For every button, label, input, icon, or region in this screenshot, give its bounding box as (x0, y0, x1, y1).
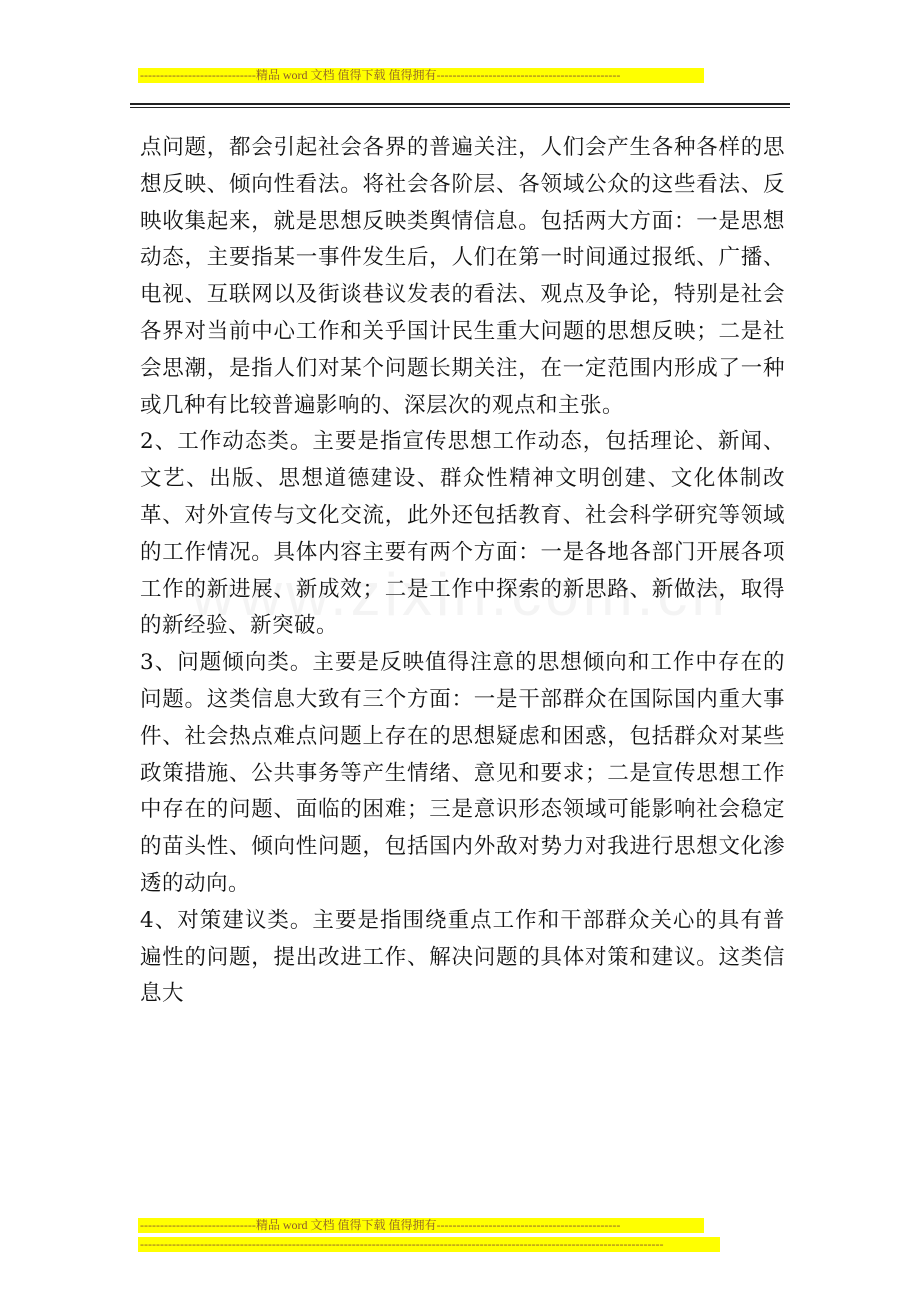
paragraph-work-dynamics: 2、工作动态类。主要是指宣传思想工作动态，包括理论、新闻、文艺、出版、思想道德建设、群众性精神文明创建、文化体制改革、对外宣传与文化交流，此外还包括教育、社会科学研究等领域的工作情况。具体内容主要有两个方面：一是各地各部门开展各项工作的新进展、新成效；二是工作中探索的新思路、新做法，取得的新经验、新突破。 (140, 429, 785, 639)
paragraph-problem-tendency: 3、问题倾向类。主要是反映值得注意的思想倾向和工作中存在的问题。这类信息大致有三个方面：一是干部群众在国际国内重大事件、社会热点难点问题上存在的思想疑虑和困惑，包括群众对某些政策措施、公共事务等产生情绪、意见和要求；二是宣传思想工作中存在的问题、面临的困难；三是意识形态领域可能影响社会稳定的苗头性、倾向性问题，包括国内外敌对势力对我进行思想文化渗透的动向。 (140, 650, 785, 896)
document-body (140, 130, 785, 1013)
header-rule-thick (130, 103, 790, 105)
header-banner: -----------------------------精品 word 文档 值得下载 值得拥有---------------------------------------------- (138, 68, 704, 83)
paragraph-thought-reflection: 点问题，都会引起社会各界的普遍关注，人们会产生各种各样的思想反映、倾向性看法。将社会各阶层、各领域公众的这些看法、反映收集起来，就是思想反映类舆情信息。包括两大方面：一是思想动态，主要指某一事件发生后，人们在第一时间通过报纸、广播、电视、互联网以及街谈巷议发表的看法、观点及争论，特别是社会各界对当前中心工作和关乎国计民生重大问题的思想反映；二是社会思潮，是指人们对某个问题长期关注，在一定范围内形成了一种或几种有比较普遍影响的、深层次的观点和主张。 (140, 135, 785, 418)
footer-banner: -----------------------------精品 word 文档 值得下载 值得拥有---------------------------------------------- (138, 1218, 704, 1233)
footer-dashes: ----------------------------------------------------------------------------------------------------------------------------------- (138, 1237, 720, 1252)
header-rule-thin (130, 107, 790, 108)
paragraph-countermeasures: 4、对策建议类。主要是指围绕重点工作和干部群众关心的具有普遍性的问题，提出改进工作、解决问题的具体对策和建议。这类信息大 (140, 907, 785, 1007)
